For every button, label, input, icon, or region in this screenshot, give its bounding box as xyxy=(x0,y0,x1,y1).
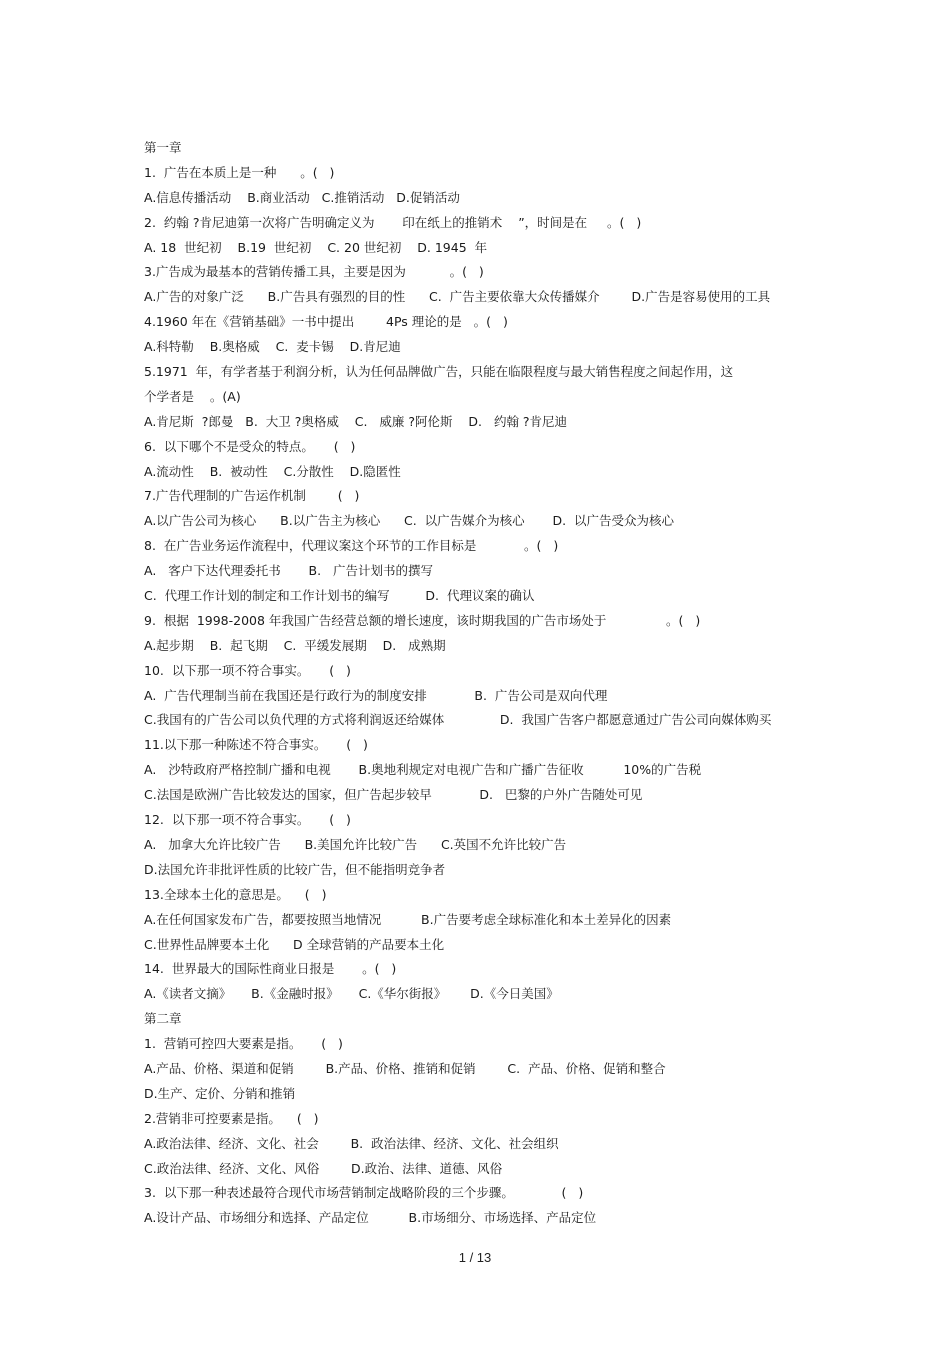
answer-options: A.起步期 B. 起飞期 C. 平缓发展期 D. 成熟期 xyxy=(144,637,446,653)
answer-options: A.产品、价格、渠道和促销 B.产品、价格、推销和促销 C. 产品、价格、促销和整合 xyxy=(144,1060,666,1076)
answer-options: A. 广告代理制当前在我国还是行政行为的制度安排 B. 广告公司是双向代理 xyxy=(144,687,608,703)
answer-options: C. 代理工作计划的制定和工作计划书的编写 D. 代理议案的确认 xyxy=(144,588,535,604)
chapter-heading: 第二章 xyxy=(144,1011,182,1027)
document-body xyxy=(144,136,814,1231)
answer-options: C.我国有的广告公司以负代理的方式将利润返还给媒体 D. 我国广告客户都愿意通过广告公司向媒体购买 xyxy=(144,712,772,728)
answer-options: A.肯尼斯 ?郎曼 B. 大卫 ?奥格威 C. 威廉 ?阿伦斯 D. 约翰 ?肯尼迪 xyxy=(144,413,568,429)
text-line: 个学者是 。(A) xyxy=(144,388,241,404)
question-text: 8. 在广告业务运作流程中，代理议案这个环节的工作目标是 。( ) xyxy=(144,538,559,554)
question-text: 3.广告成为最基本的营销传播工具，主要是因为 。( ) xyxy=(144,264,484,280)
answer-options: C.政治法律、经济、文化、风俗 D.政治、法律、道德、风俗 xyxy=(144,1160,503,1176)
question-text: 6. 以下哪个不是受众的特点。 ( ) xyxy=(144,438,356,454)
question-text: 12. 以下那一项不符合事实。 ( ) xyxy=(144,812,351,828)
answer-options: A.信息传播活动 B.商业活动 C.推销活动 D.促销活动 xyxy=(144,189,460,205)
answer-options: A.以广告公司为核心 B.以广告主为核心 C. 以广告媒介为核心 D. 以广告受众为核心 xyxy=(144,513,675,529)
question-text: 10. 以下那一项不符合事实。 ( ) xyxy=(144,662,351,678)
answer-options: D.法国允许非批评性质的比较广告，但不能指明竞争者 xyxy=(144,861,446,877)
question-text: 1. 营销可控四大要素是指。 ( ) xyxy=(144,1036,343,1052)
answer-options: A.流动性 B. 被动性 C.分散性 D.隐匿性 xyxy=(144,463,401,479)
question-text: 2.营销非可控要素是指。 ( ) xyxy=(144,1110,319,1126)
answer-options: C.法国是欧洲广告比较发达的国家，但广告起步较早 D. 巴黎的户外广告随处可见 xyxy=(144,787,643,803)
answer-options: A.科特勒 B.奥格威 C. 麦卡锡 D.肯尼迪 xyxy=(144,339,401,355)
answer-options: A.《读者文摘》 B.《金融时报》 C.《华尔街报》 D.《今日美国》 xyxy=(144,986,559,1002)
answer-options: A.在任何国家发布广告，都要按照当地情况 B.广告要考虑全球标准化和本土差异化的因素 xyxy=(144,911,672,927)
question-text: 9. 根据 1998-2008 年我国广告经营总额的增长速度，该时期我国的广告市场处于 。( ) xyxy=(144,612,701,628)
question-text: 4.1960 年在《营销基础》一书中提出 4Ps 理论的是 。( ) xyxy=(144,314,508,330)
question-text: 11.以下那一种陈述不符合事实。 ( ) xyxy=(144,737,368,753)
question-text: 5.1971 年，有学者基于利润分析，认为任何品牌做广告，只能在临限程度与最大销售程度之间起作用，这 xyxy=(144,364,734,380)
answer-options: A.政治法律、经济、文化、社会 B. 政治法律、经济、文化、社会组织 xyxy=(144,1135,559,1151)
answer-options: A. 加拿大允许比较广告 B.美国允许比较广告 C.英国不允许比较广告 xyxy=(144,836,567,852)
question-text: 3. 以下那一种表述最符合现代市场营销制定战略阶段的三个步骤。 ( ) xyxy=(144,1185,584,1201)
answer-options: A. 沙特政府严格控制广播和电视 B.奥地利规定对电视广告和广播广告征收 10%的广告税 xyxy=(144,762,702,778)
question-text: 14. 世界最大的国际性商业日报是 。( ) xyxy=(144,961,397,977)
question-text: 2. 约翰 ?肯尼迪第一次将广告明确定义为 印在纸上的推销术 ”，时间是在 。( ) xyxy=(144,214,642,230)
question-text: 13.全球本土化的意思是。 ( ) xyxy=(144,886,327,902)
answer-options: A.广告的对象广泛 B.广告具有强烈的目的性 C. 广告主要依靠大众传播媒介 D.广告是容易使用的工具 xyxy=(144,289,771,305)
chapter-heading: 第一章 xyxy=(144,140,182,155)
question-text: 1. 广告在本质上是一种 。( ) xyxy=(144,164,335,180)
answer-options: A.设计产品、市场细分和选择、产品定位 B.市场细分、市场选择、产品定位 xyxy=(144,1210,597,1226)
question-text: 7.广告代理制的广告运作机制 ( ) xyxy=(144,488,360,504)
answer-options: A. 客户下达代理委托书 B. 广告计划书的撰写 xyxy=(144,563,434,579)
answer-options: A. 18 世纪初 B.19 世纪初 C. 20 世纪初 D. 1945 年 xyxy=(144,239,488,255)
page-number: 1 / 13 xyxy=(458,1250,492,1265)
answer-options: D.生产、定价、分销和推销 xyxy=(144,1085,296,1101)
answer-options: C.世界性品牌要本土化 D 全球营销的产品要本土化 xyxy=(144,936,445,952)
